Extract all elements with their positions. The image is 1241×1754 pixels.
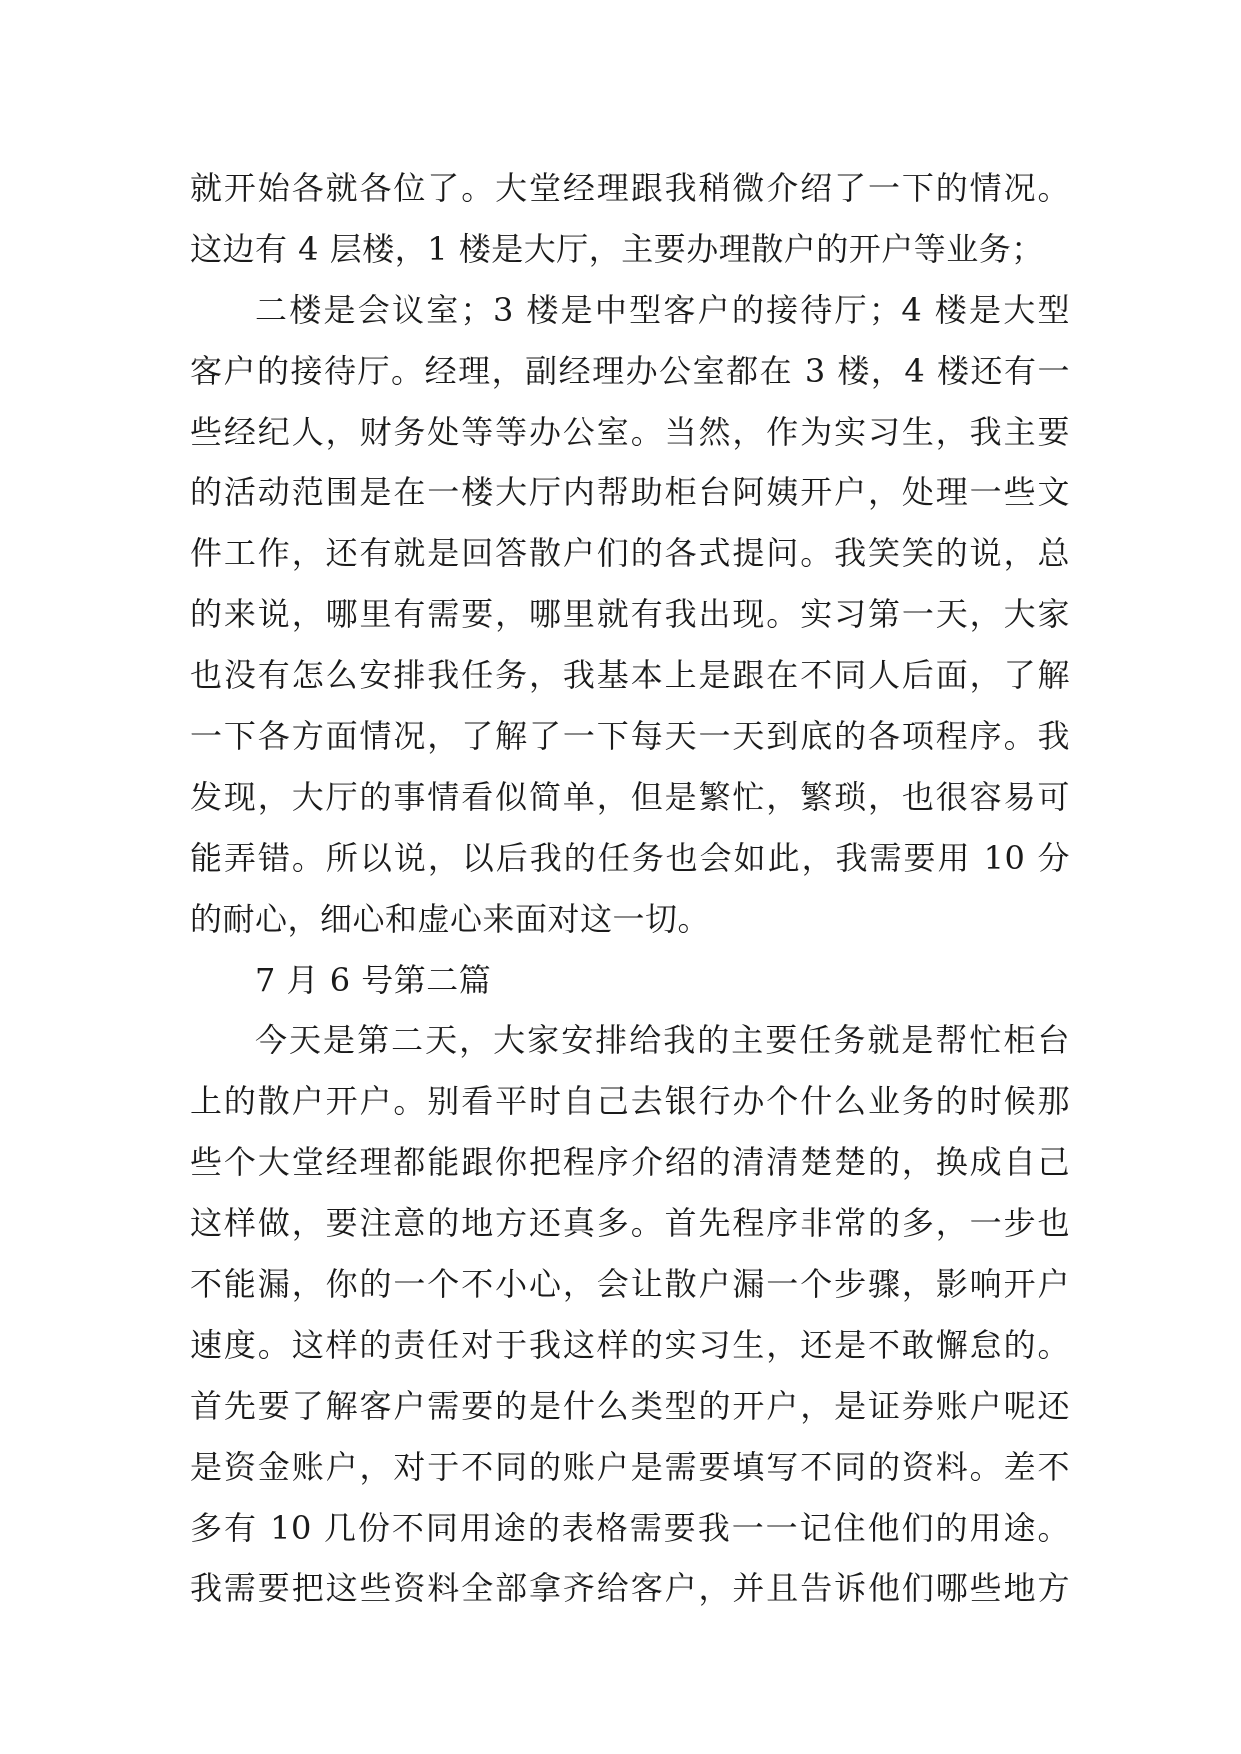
text-line: 能弄错。所以说，以后我的任务也会如此，我需要用 10 分 — [190, 838, 1070, 877]
document-page — [190, 158, 1070, 1619]
text-line: 二楼是会议室；3 楼是中型客户的接待厅；4 楼是大型 — [255, 290, 1070, 329]
text-line: 些经纪人，财务处等等办公室。当然，作为实习生，我主要 — [190, 412, 1070, 451]
text-line: 多有 10 几份不同用途的表格需要我一一记住他们的用途。 — [190, 1508, 1070, 1547]
text-line: 首先要了解客户需要的是什么类型的开户，是证券账户呢还 — [190, 1386, 1070, 1425]
text-line: 这样做，要注意的地方还真多。首先程序非常的多，一步也 — [190, 1204, 1070, 1243]
text-line: 的来说，哪里有需要，哪里就有我出现。实习第一天，大家 — [190, 595, 1070, 634]
text-line: 些个大堂经理都能跟你把程序介绍的清清楚楚的，换成自己 — [190, 1143, 1070, 1182]
text-line: 上的散户开户。别看平时自己去银行办个什么业务的时候那 — [190, 1082, 1070, 1121]
text-line: 发现，大厅的事情看似简单，但是繁忙，繁琐，也很容易可 — [190, 777, 1070, 816]
text-line: 也没有怎么安排我任务，我基本上是跟在不同人后面，了解 — [190, 656, 1070, 695]
text-line: 的耐心，细心和虚心来面对这一切。 — [190, 899, 711, 938]
text-line: 不能漏，你的一个不小心，会让散户漏一个步骤，影响开户 — [190, 1265, 1070, 1304]
text-line: 就开始各就各位了。大堂经理跟我稍微介绍了一下的情况。 — [190, 169, 1070, 207]
text-line: 是资金账户，对于不同的账户是需要填写不同的资料。差不 — [190, 1447, 1070, 1486]
text-line: 我需要把这些资料全部拿齐给客户，并且告诉他们哪些地方 — [190, 1569, 1070, 1608]
text-line: 7 月 6 号第二篇 — [255, 960, 492, 999]
text-line: 这边有 4 层楼，1 楼是大厅，主要办理散户的开户等业务； — [190, 229, 1044, 268]
text-line: 客户的接待厅。经理，副经理办公室都在 3 楼，4 楼还有一 — [190, 351, 1070, 390]
text-line: 的活动范围是在一楼大厅内帮助柜台阿姨开户，处理一些文 — [190, 473, 1070, 512]
text-line: 今天是第二天，大家安排给我的主要任务就是帮忙柜台 — [255, 1021, 1070, 1060]
text-line: 速度。这样的责任对于我这样的实习生，还是不敢懈怠的。 — [190, 1325, 1070, 1364]
text-line: 一下各方面情况，了解了一下每天一天到底的各项程序。我 — [190, 717, 1070, 756]
text-line: 件工作，还有就是回答散户们的各式提问。我笑笑的说，总 — [190, 534, 1070, 573]
